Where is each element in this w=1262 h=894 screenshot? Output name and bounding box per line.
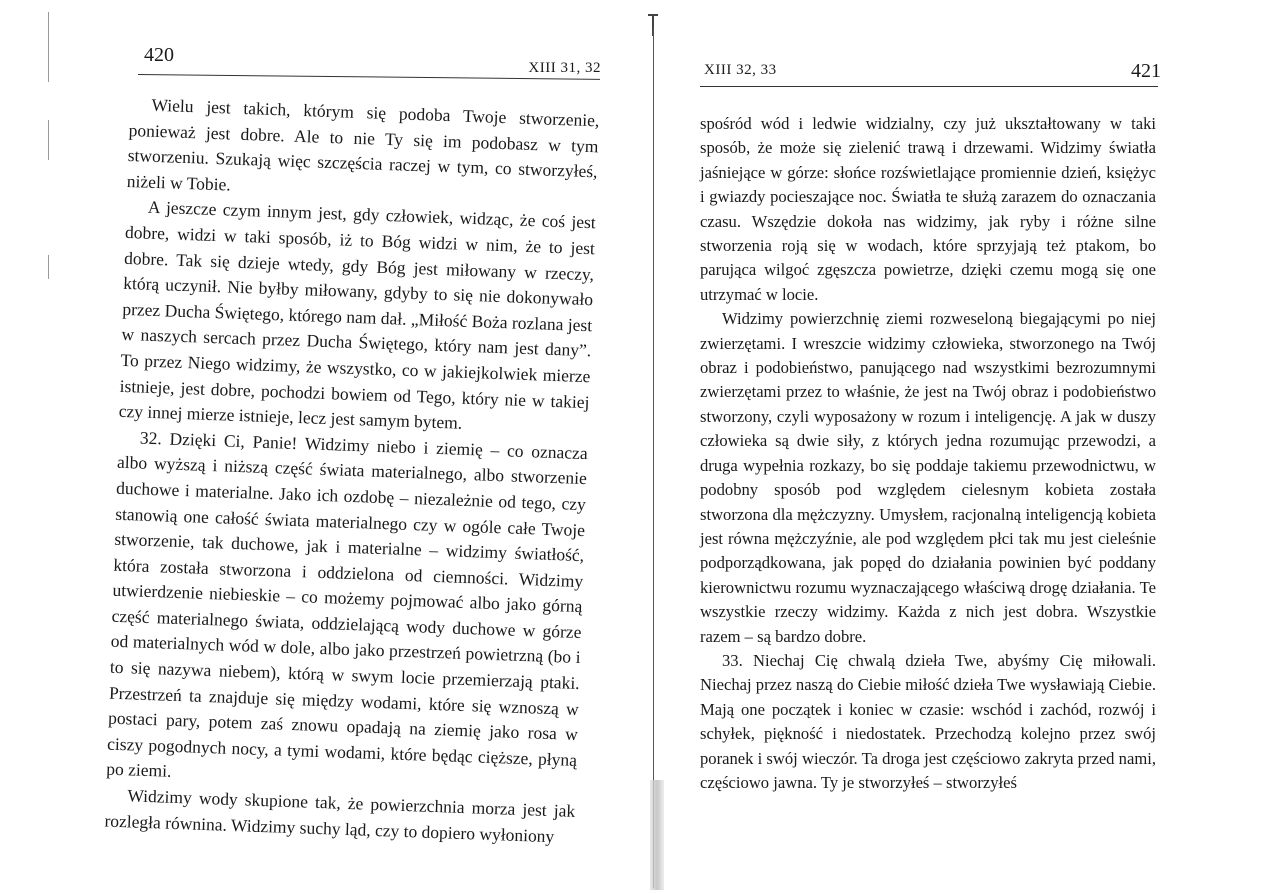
margin-mark	[48, 120, 49, 160]
paragraph: Wielu jest takich, którym się podoba Twoje stworzenie, ponieważ jest dobre. Ale to nie Ty się im podobasz w tym stworzeniu. Szukają więc szczęścia raczej w tym, co stworzyłeś, niżeli w Tobie.	[126, 94, 600, 195]
paragraph: 33. Niechaj Cię chwalą dzieła Twe, abyśmy Cię miłowali. Niechaj przez naszą do Ciebie miłość dzieła Twe wysławiają Ciebie. Mają one początek i koniec w czasie: wschód i zachód, rozwój i schyłek, piękność i niedostatek. Przechodzą kolejno przez swój poranek i swój wieczór. Ta droga jest częściowo zakryta przed nami, częściowo jawna. Ty je stworzyłeś – stworzyłeś	[700, 650, 1156, 792]
page-number: 420	[144, 44, 174, 66]
gutter-line	[653, 28, 654, 888]
page-number: 421	[1131, 60, 1161, 82]
left-page-header	[138, 44, 601, 80]
running-head: XIII 32, 33	[704, 62, 777, 78]
paragraph: 32. Dzięki Ci, Panie! Widzimy niebo i ziemię – co oznacza albo wyższą i niższą część świata materialnego, albo stworzenie duchowe i materialne. Jako ich ozdobę – niezależnie od tego, czy stanowią one całość świata materialnego czy w ogóle całe Twoje stworzenie, tak duchowe, jak i materialne – widzimy światłość, która została stworzona i oddzielona od ciemności. Widzimy utwierdzenie niebieskie – co możemy pojmować albo jako górną część materialnego świata, oddzielającą wody duchowe w górze od materialnych wód w dole, albo jako przestrzeń powietrzną (bo i to się nazywa niebem), którą w swym locie przemierzają ptaki. Przestrzeń ta znajduje się między wodami, które się wznoszą w postaci pary, potem zaś znowu opadają na ziemię jako rosa w ciszy pogodnych nocy, a tymi wodami, które będąc cięższe, płyną po ziemi.	[106, 427, 589, 782]
right-page-header	[700, 44, 1161, 82]
paragraph: A jeszcze czym innym jest, gdy człowiek, widząc, że coś jest dobre, widzi w taki sposób, iż to Bóg widzi w nim, że to jest dobre. Tak się dzieje wtedy, gdy Bóg jest miłowany w rzeczy, którą uczynił. Nie byłby miłowany, gdyby to się nie dokonywało przez Ducha Świętego, którego nam dał. „Miłość Boża rozlana jest w naszych sercach przez Ducha Świętego, który nam jest dany”. To przez Niego widzimy, że wszystko, co w jakiejkolwiek mierze istnieje, jest dobre, pochodzi bowiem od Tego, który nie w takiej czy innej mierze istnieje, lecz jest samym bytem.	[118, 197, 597, 433]
paragraph: spośród wód i ledwie widzialny, czy już ukształtowany w taki sposób, że może się zielenić trawą i drzewami. Widzimy światła jaśniejące w górze: słońce rozświetlające promiennie dzień, księżyc i gwiazdy pocieszające noc. Światła te służą zarazem do oznaczania czasu. Wszędzie dokoła nas widzimy, jak ryby i różne silne stworzenia roją się w wodach, które sprzyjają też ptakom, bo parująca wilgoć zgęszcza powietrze, dzięki czemu mogą się one utrzymać w locie.	[700, 114, 1156, 304]
header-rule	[700, 86, 1158, 87]
left-page-text	[104, 92, 600, 850]
paragraph: Widzimy powierzchnię ziemi rozweseloną biegającymi po niej zwierzętami. I wreszcie widzimy człowieka, stworzonego na Twój obraz i podobieństwo, panującego nad wszystkimi bezrozumnymi zwierzętami przez to właśnie, że jest na Twój obraz i podobieństwo stworzony, czyli wyposażony w rozum i inteligencję. A jak w duszy człowieka są dwie siły, z których jedna rozumując przewodzi, a druga wypełnia rozkazy, bo się poddaje takiemu przewodnictwu, w podobny sposób pod względem cielesnym kobieta została stworzona dla mężczyzny. Umysłem, racjonalną inteligencją kobieta jest równa mężczyźnie, ale pod względem płci tak mu jest cieleśnie podporządkowana, jak popęd do działania powinien być poddany kierownictwu rozumu wyznaczającego właściwą drogę działania. Te wszystkie rzeczy widzimy. Każda z nich jest dobra. Wszystkie razem – są bardzo dobre.	[700, 309, 1156, 646]
margin-mark	[48, 12, 49, 82]
paragraph: Widzimy wody skupione tak, że powierzchnia morza jest jak rozległa równina. Widzimy suchy ląd, czy to dopiero wyłoniony	[104, 785, 576, 846]
running-head: XIII 31, 32	[528, 60, 601, 76]
margin-mark	[48, 255, 49, 279]
right-page	[660, 0, 1262, 894]
right-page-text	[700, 112, 1156, 795]
